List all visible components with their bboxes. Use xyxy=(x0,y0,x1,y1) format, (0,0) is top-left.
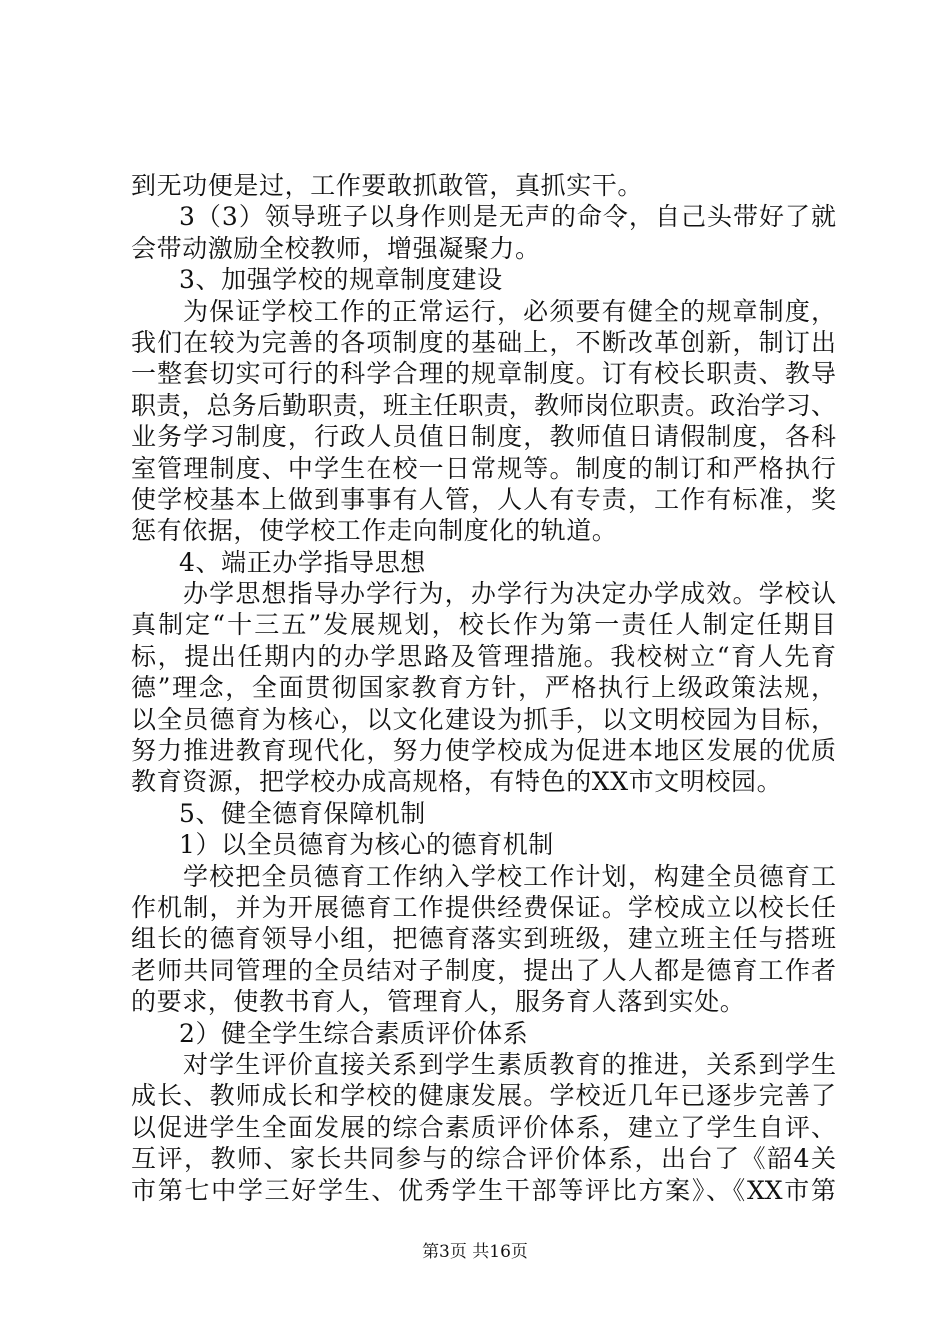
text-line: 1）以全员德育为核心的德育机制 xyxy=(179,830,554,860)
text-line: 4、端正办学指导思想 xyxy=(179,547,426,577)
text-line: 老师共同管理的全员结对子制度，提出了人人都是德育工作者 xyxy=(131,955,836,985)
text-line: 为保证学校工作的正常运行，必须要有健全的规章制度， xyxy=(183,296,836,326)
document-body xyxy=(131,170,836,1206)
text-line: 以促进学生全面发展的综合素质评价体系，建立了学生自评、 xyxy=(131,1112,836,1142)
text-line: 市第七中学三好学生、优秀学生干部等评比方案》、《XX市第 xyxy=(131,1175,836,1205)
text-line: 到无功便是过，工作要敢抓敢管，真抓实干。 xyxy=(131,171,644,200)
text-line: 教育资源，把学校办成高规格，有特色的XX市文明校园。 xyxy=(131,767,783,797)
text-line: 德”理念，全面贯彻国家教育方针，严格执行上级政策法规， xyxy=(131,673,836,703)
text-line: 职责，总务后勤职责，班主任职责，教师岗位职责。政治学习、 xyxy=(131,390,836,420)
text-line: 作机制，并为开展德育工作提供经费保证。学校成立以校长任 xyxy=(131,892,836,922)
text-line: 成长、教师成长和学校的健康发展。学校近几年已逐步完善了 xyxy=(131,1081,836,1111)
text-line: 使学校基本上做到事事有人管，人人有专责，工作有标准，奖 xyxy=(131,484,836,514)
text-line: 组长的德育领导小组，把德育落实到班级，建立班主任与搭班 xyxy=(131,924,836,954)
text-line: 业务学习制度，行政人员值日制度，教师值日请假制度，各科 xyxy=(131,422,836,452)
text-line: 5、健全德育保障机制 xyxy=(179,798,426,828)
text-line: 一整套切实可行的科学合理的规章制度。订有校长职责、教导 xyxy=(131,359,836,389)
text-line: 努力推进教育现代化，努力使学校成为促进本地区发展的优质 xyxy=(131,736,836,766)
text-line: 3（3）领导班子以身作则是无声的命令，自己头带好了就 xyxy=(179,202,836,232)
text-line: 标，提出任期内的办学思路及管理措施。我校树立“育人先育 xyxy=(131,641,836,671)
text-line: 我们在较为完善的各项制度的基础上，不断改革创新，制订出 xyxy=(131,327,836,357)
text-line: 室管理制度、中学生在校一日常规等。制度的制订和严格执行 xyxy=(131,453,836,483)
text-line: 办学思想指导办学行为，办学行为决定办学成效。学校认 xyxy=(183,579,836,609)
text-line: 2）健全学生综合素质评价体系 xyxy=(179,1018,529,1048)
page-footer: 第3页 共16页 xyxy=(422,1242,528,1262)
text-line: 互评，教师、家长共同参与的综合评价体系，出台了《韶4关 xyxy=(131,1144,836,1174)
text-line: 惩有依据，使学校工作走向制度化的轨道。 xyxy=(131,516,618,546)
text-line: 的要求，使教书育人，管理育人，服务育人落到实处。 xyxy=(131,987,746,1017)
text-line: 以全员德育为核心，以文化建设为抓手，以文明校园为目标， xyxy=(131,704,836,734)
text-line: 对学生评价直接关系到学生素质教育的推进，关系到学生 xyxy=(183,1049,836,1079)
text-line: 会带动激励全校教师，增强凝聚力。 xyxy=(131,233,541,263)
text-line: 3、加强学校的规章制度建设 xyxy=(179,265,503,295)
text-line: 学校把全员德育工作纳入学校工作计划，构建全员德育工 xyxy=(183,861,836,891)
text-line: 真制定“十三五”发展规划，校长作为第一责任人制定任期目 xyxy=(131,610,836,640)
